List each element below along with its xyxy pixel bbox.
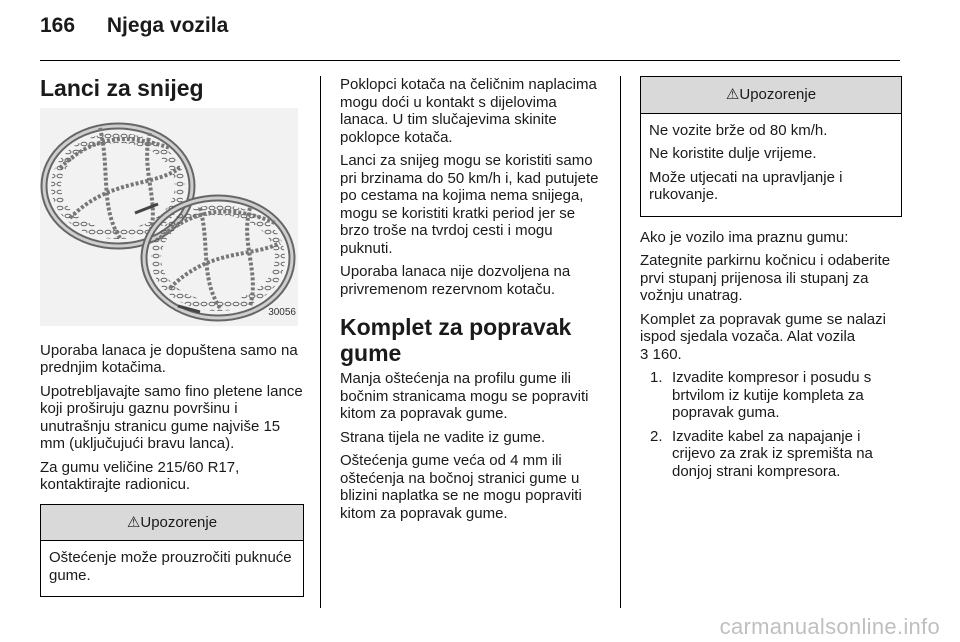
paragraph: Lanci za snijeg mogu se koristiti samo pri brzinama do 50 km/h i, kad putujete po cestama na kojima nema snijega, mogu se koristiti kratki period jer se brzo troše na tvrdoj cesti i mogu puknuti. xyxy=(340,152,599,257)
header-rule xyxy=(40,60,900,61)
list-item xyxy=(650,369,902,422)
column-divider-1 xyxy=(320,76,321,608)
paragraph: Manja oštećenja na profilu gume ili bočnim stranicama mogu se popraviti kitom za popravak gume. xyxy=(340,370,589,422)
step-text: Izvadite kabel za napajanje i crijevo za zrak iz spremišta na donjoj strani kompresora. xyxy=(672,427,873,480)
steps-list xyxy=(640,369,902,480)
paragraph: Ako je vozilo ima praznu gumu: xyxy=(640,228,849,246)
warning-text: Oštećenje može prouzročiti puknuće gume. xyxy=(49,549,292,584)
warning-box xyxy=(640,76,902,217)
paragraph: Uporaba lanaca je dopuštena samo na prednjim kotačima. xyxy=(40,341,298,376)
warning-body xyxy=(41,541,303,596)
watermark: carmanualsonline.info xyxy=(719,614,940,639)
column-3 xyxy=(640,76,902,486)
column-1 xyxy=(40,76,304,597)
warning-body xyxy=(641,114,901,216)
warning-header xyxy=(41,505,303,542)
page-header xyxy=(40,14,228,38)
paragraph: Za gumu veličine 215/60 R17, kontaktirajte radionicu. xyxy=(40,458,240,493)
paragraph: Komplet za popravak gume se nalazi ispod sjedala vozača. Alat vozila xyxy=(640,310,886,345)
paragraph: Zategnite parkirnu kočnicu i odaberite prvi stupanj prijenosa ili stupanj za vožnju unatrag. xyxy=(640,252,891,304)
column-divider-2 xyxy=(620,76,621,608)
paragraph: Upotrebljavajte samo fino pletene lance koji proširuju gaznu površinu i unutrašnju stranicu gume najviše 15 mm (uključujući bravu lanca). xyxy=(40,382,303,452)
warning-triangle-icon: ⚠ xyxy=(126,513,141,531)
paragraph: Poklopci kotača na čeličnim naplacima mogu doći u kontakt s dijelovima lanaca. U tim slučajevima skinite poklopce kotača. xyxy=(340,76,597,146)
list-item xyxy=(650,428,902,481)
warning-header xyxy=(641,77,901,114)
warning-title: Upozorenje xyxy=(140,513,218,531)
step-text: Izvadite kompresor i posudu s brtvilom iz kutije kompleta za popravak guma. xyxy=(672,369,872,421)
section-heading-snow-chains: Lanci za snijeg xyxy=(40,75,204,101)
paragraph: Oštećenja gume veća od 4 mm ili oštećenja na bočnoj stranici gume u blizini naplatka se ne mogu popraviti kitom za popravak gume. xyxy=(340,452,582,522)
warning-triangle-icon: ⚠ xyxy=(725,86,740,103)
warning-line: Može utjecati na upravljanje i rukovanje. xyxy=(649,168,843,203)
section-heading-tyre-repair-kit: Komplet za popravak gume xyxy=(340,314,572,366)
step-number: 1. xyxy=(650,369,663,386)
snow-chains-illustration xyxy=(40,108,298,326)
paragraph: Strana tijela ne vadite iz gume. xyxy=(340,428,546,446)
page-title: Njega vozila xyxy=(106,14,229,37)
warning-line: Ne vozite brže od 80 km/h. xyxy=(649,121,828,139)
paragraph: Uporaba lanaca nije dozvoljena na privremenom rezervnom kotaču. xyxy=(340,263,571,298)
column-2 xyxy=(340,76,604,528)
page-number: 166 xyxy=(40,14,76,37)
page-reference-link[interactable]: 3 160. xyxy=(640,345,682,363)
warning-title: Upozorenje xyxy=(739,86,817,103)
step-number: 2. xyxy=(650,427,663,445)
figure-number: 30056 xyxy=(268,307,296,318)
warning-box xyxy=(40,504,304,598)
warning-line: Ne koristite dulje vrijeme. xyxy=(649,145,817,162)
